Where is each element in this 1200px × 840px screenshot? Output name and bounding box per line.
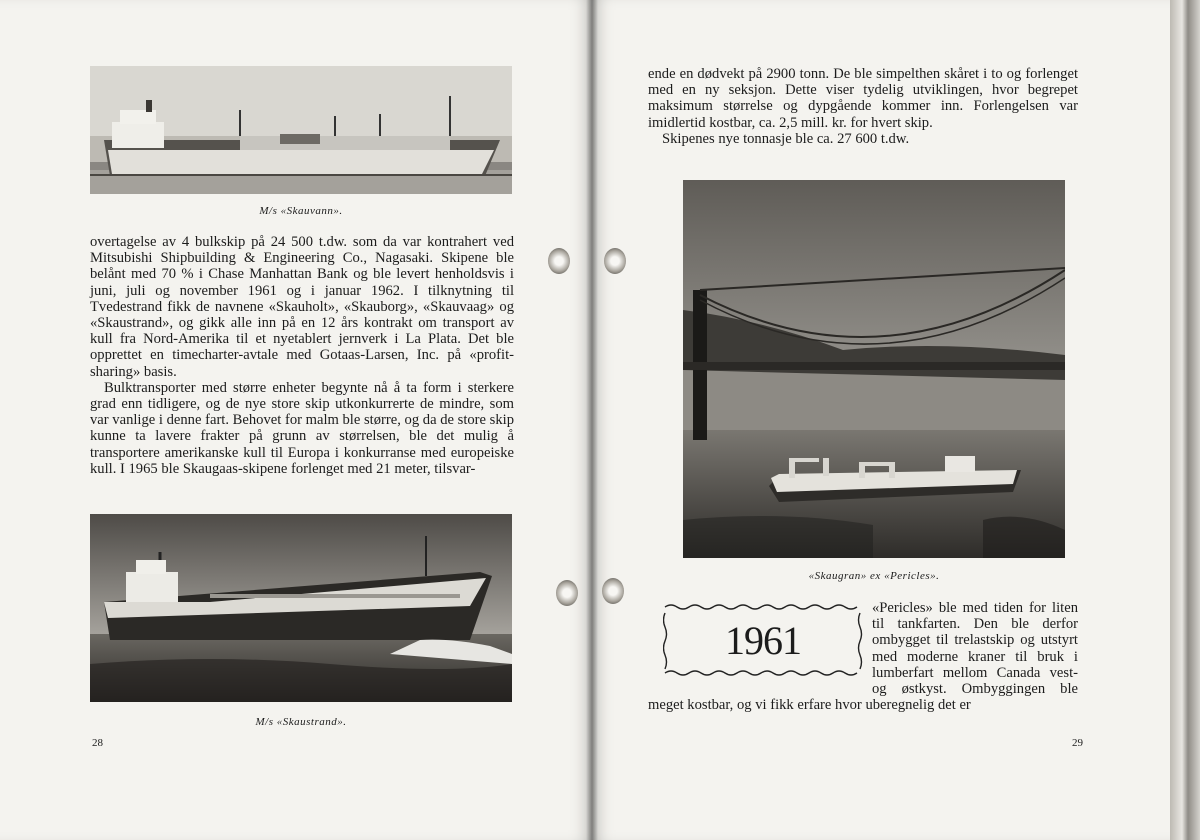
page-number-right: 29 [1072,737,1083,749]
left-page [0,0,592,840]
photo-skauvann [90,66,512,194]
left-body-text [90,234,514,477]
binding-hole [548,248,570,274]
right-body-text [648,66,1078,147]
caption-skaugran: «Skaugran» ex «Pericles». [808,570,940,582]
binding-hole [604,248,626,274]
photo-skaustrand [90,514,512,702]
book-gutter [586,0,598,840]
pericles-text [648,600,1078,730]
paragraph: ende en dødvekt på 2900 tonn. De ble simpelthen skåret i to og forlenget med en ny seksjon. Dette viser tydelig utviklingen, hvor begrepet maksimum størrelse og dypgående kommer inn. Forlengelsen var imidlertid kostbar, ca. 2,5 mill. kr. for hvert skip. [648,66,1078,131]
paragraph: Bulktransporter med større enheter begynte nå å ta form i sterkere grad enn tidligere, og de nye store skip utkonkurrerte de mindre, som var vanlige i denne fart. Behovet for malm ble større, og da de store skip kunne ta lavere frakter på grunn av størrelsen, ble det mulig å transportere amerikanske kull til Europa i konkurranse med europeiske kull. I 1965 ble Skaugaas-skipene forlenget med 21 meter, tilsvar- [90,379,514,477]
paragraph: «Pericles» ble med tiden for liten til tankfarten. Den ble derfor ombygget til trelastskip og utstyrt med moderne kraner til bruk i lumberfart mellom Canada vest- og østkyst. Ombyggingen ble meget kostbar, og vi fikk erfare hvor uberegnelig det er [648,600,1078,714]
caption-skaustrand: M/s «Skaustrand». [255,716,347,728]
paragraph: overtagelse av 4 bulkskip på 24 500 t.dw. som da var kontrahert ved Mitsubishi Shipbuilding & Engineering Co., Nagasaki. Skipene ble belånt med 70 % i Chase Manhattan Bank og ble levert henholdsvis i juni, juli og november 1961 og i januar 1962. I tilknytning til Tvedestrand fikk de navnene «Skauholt», «Skauborg», «Skauvaag» og «Skaustrand», og gikk alle inn på en 12 års kontrakt om transport av kull fra Nord-Amerika til et nyetablert jernverk i La Plata. Det ble opprettet en timecharter-avtale med Gotaas-Larsen, Inc. på «profit-sharing» basis. [90,234,514,380]
page-number-left: 28 [92,737,103,749]
caption-skauvann: M/s «Skauvann». [259,205,343,217]
page-edges [1170,0,1200,840]
paragraph: Skipenes nye tonnasje ble ca. 27 600 t.dw. [662,130,910,147]
binding-hole [556,580,578,606]
binding-hole [602,578,624,604]
photo-skaugran-bridge [683,180,1065,558]
year-heading: 1961 [725,618,801,663]
